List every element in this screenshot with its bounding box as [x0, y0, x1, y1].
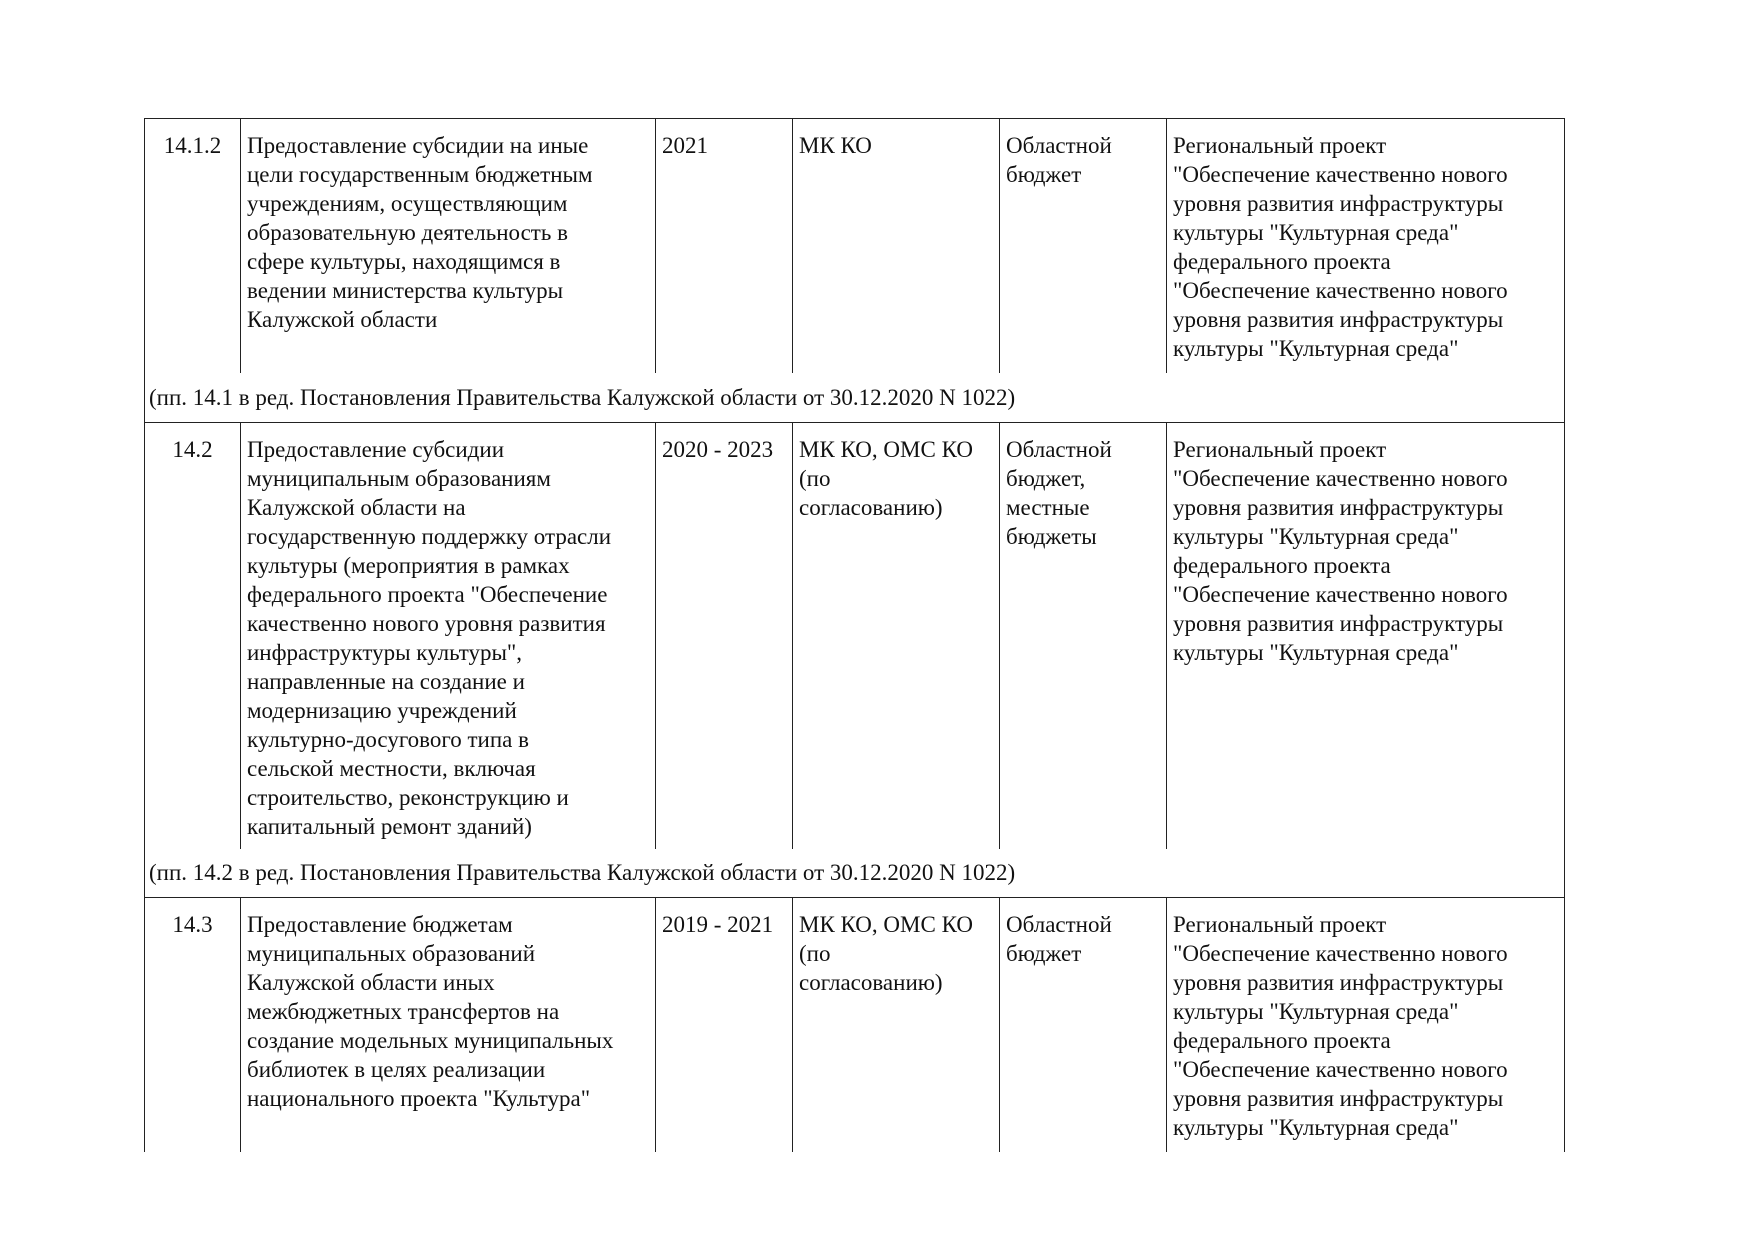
- table-row-14-3: [145, 898, 1564, 1152]
- item-executor: МК КО, ОМС КО (по согласованию): [792, 423, 999, 849]
- table-row-14-2: [145, 423, 1564, 898]
- item-number: 14.3: [172, 912, 213, 937]
- item-source: Областной бюджет, местные бюджеты: [999, 423, 1166, 849]
- item-project: Региональный проект "Обеспечение качественно нового уровня развития инфраструктуры культуры "Культурная среда" федерального проекта "Обеспечение качественно нового уровня развития инфраструктуры культуры "Культурная среда": [1166, 898, 1564, 1152]
- amendment-note: (пп. 14.1 в ред. Постановления Правительства Калужской области от 30.12.2020 N 1022): [149, 385, 1016, 410]
- item-action: Предоставление субсидии на иные цели государственным бюджетным учреждениям, осуществляющим образовательную деятельность в сфере культуры, находящимся в ведении министерства культуры Калужской области: [240, 119, 655, 373]
- item-period: 2019 - 2021: [655, 898, 792, 1152]
- item-action: Предоставление субсидии муниципальным образованиям Калужской области на государственную поддержку отрасли культуры (мероприятия в рамках федерального проекта "Обеспечение качественно нового уровня развития инфраструктуры культуры", направленные на создание и модернизацию учреждений культурно-досугового типа в сельской местности, включая строительство, реконструкцию и капитальный ремонт зданий): [240, 423, 655, 849]
- item-period: 2020 - 2023: [655, 423, 792, 849]
- item-period: 2021: [655, 119, 792, 373]
- item-executor: МК КО, ОМС КО (по согласованию): [792, 898, 999, 1152]
- amendment-note: (пп. 14.2 в ред. Постановления Правительства Калужской области от 30.12.2020 N 1022): [149, 860, 1016, 885]
- table-row-14-1-2: [145, 119, 1564, 423]
- item-action: Предоставление бюджетам муниципальных образований Калужской области иных межбюджетных трансфертов на создание модельных муниципальных библиотек в целях реализации национального проекта "Культура": [240, 898, 655, 1152]
- item-source: Областной бюджет: [999, 119, 1166, 373]
- item-project: Региональный проект "Обеспечение качественно нового уровня развития инфраструктуры культуры "Культурная среда" федерального проекта "Обеспечение качественно нового уровня развития инфраструктуры культуры "Культурная среда": [1166, 119, 1564, 373]
- item-project: Региональный проект "Обеспечение качественно нового уровня развития инфраструктуры культуры "Культурная среда" федерального проекта "Обеспечение качественно нового уровня развития инфраструктуры культуры "Культурная среда": [1166, 423, 1564, 849]
- item-number: 14.1.2: [163, 133, 222, 158]
- item-number: 14.2: [172, 437, 213, 462]
- item-executor: МК КО: [792, 119, 999, 373]
- program-table: [144, 118, 1565, 1152]
- item-source: Областной бюджет: [999, 898, 1166, 1152]
